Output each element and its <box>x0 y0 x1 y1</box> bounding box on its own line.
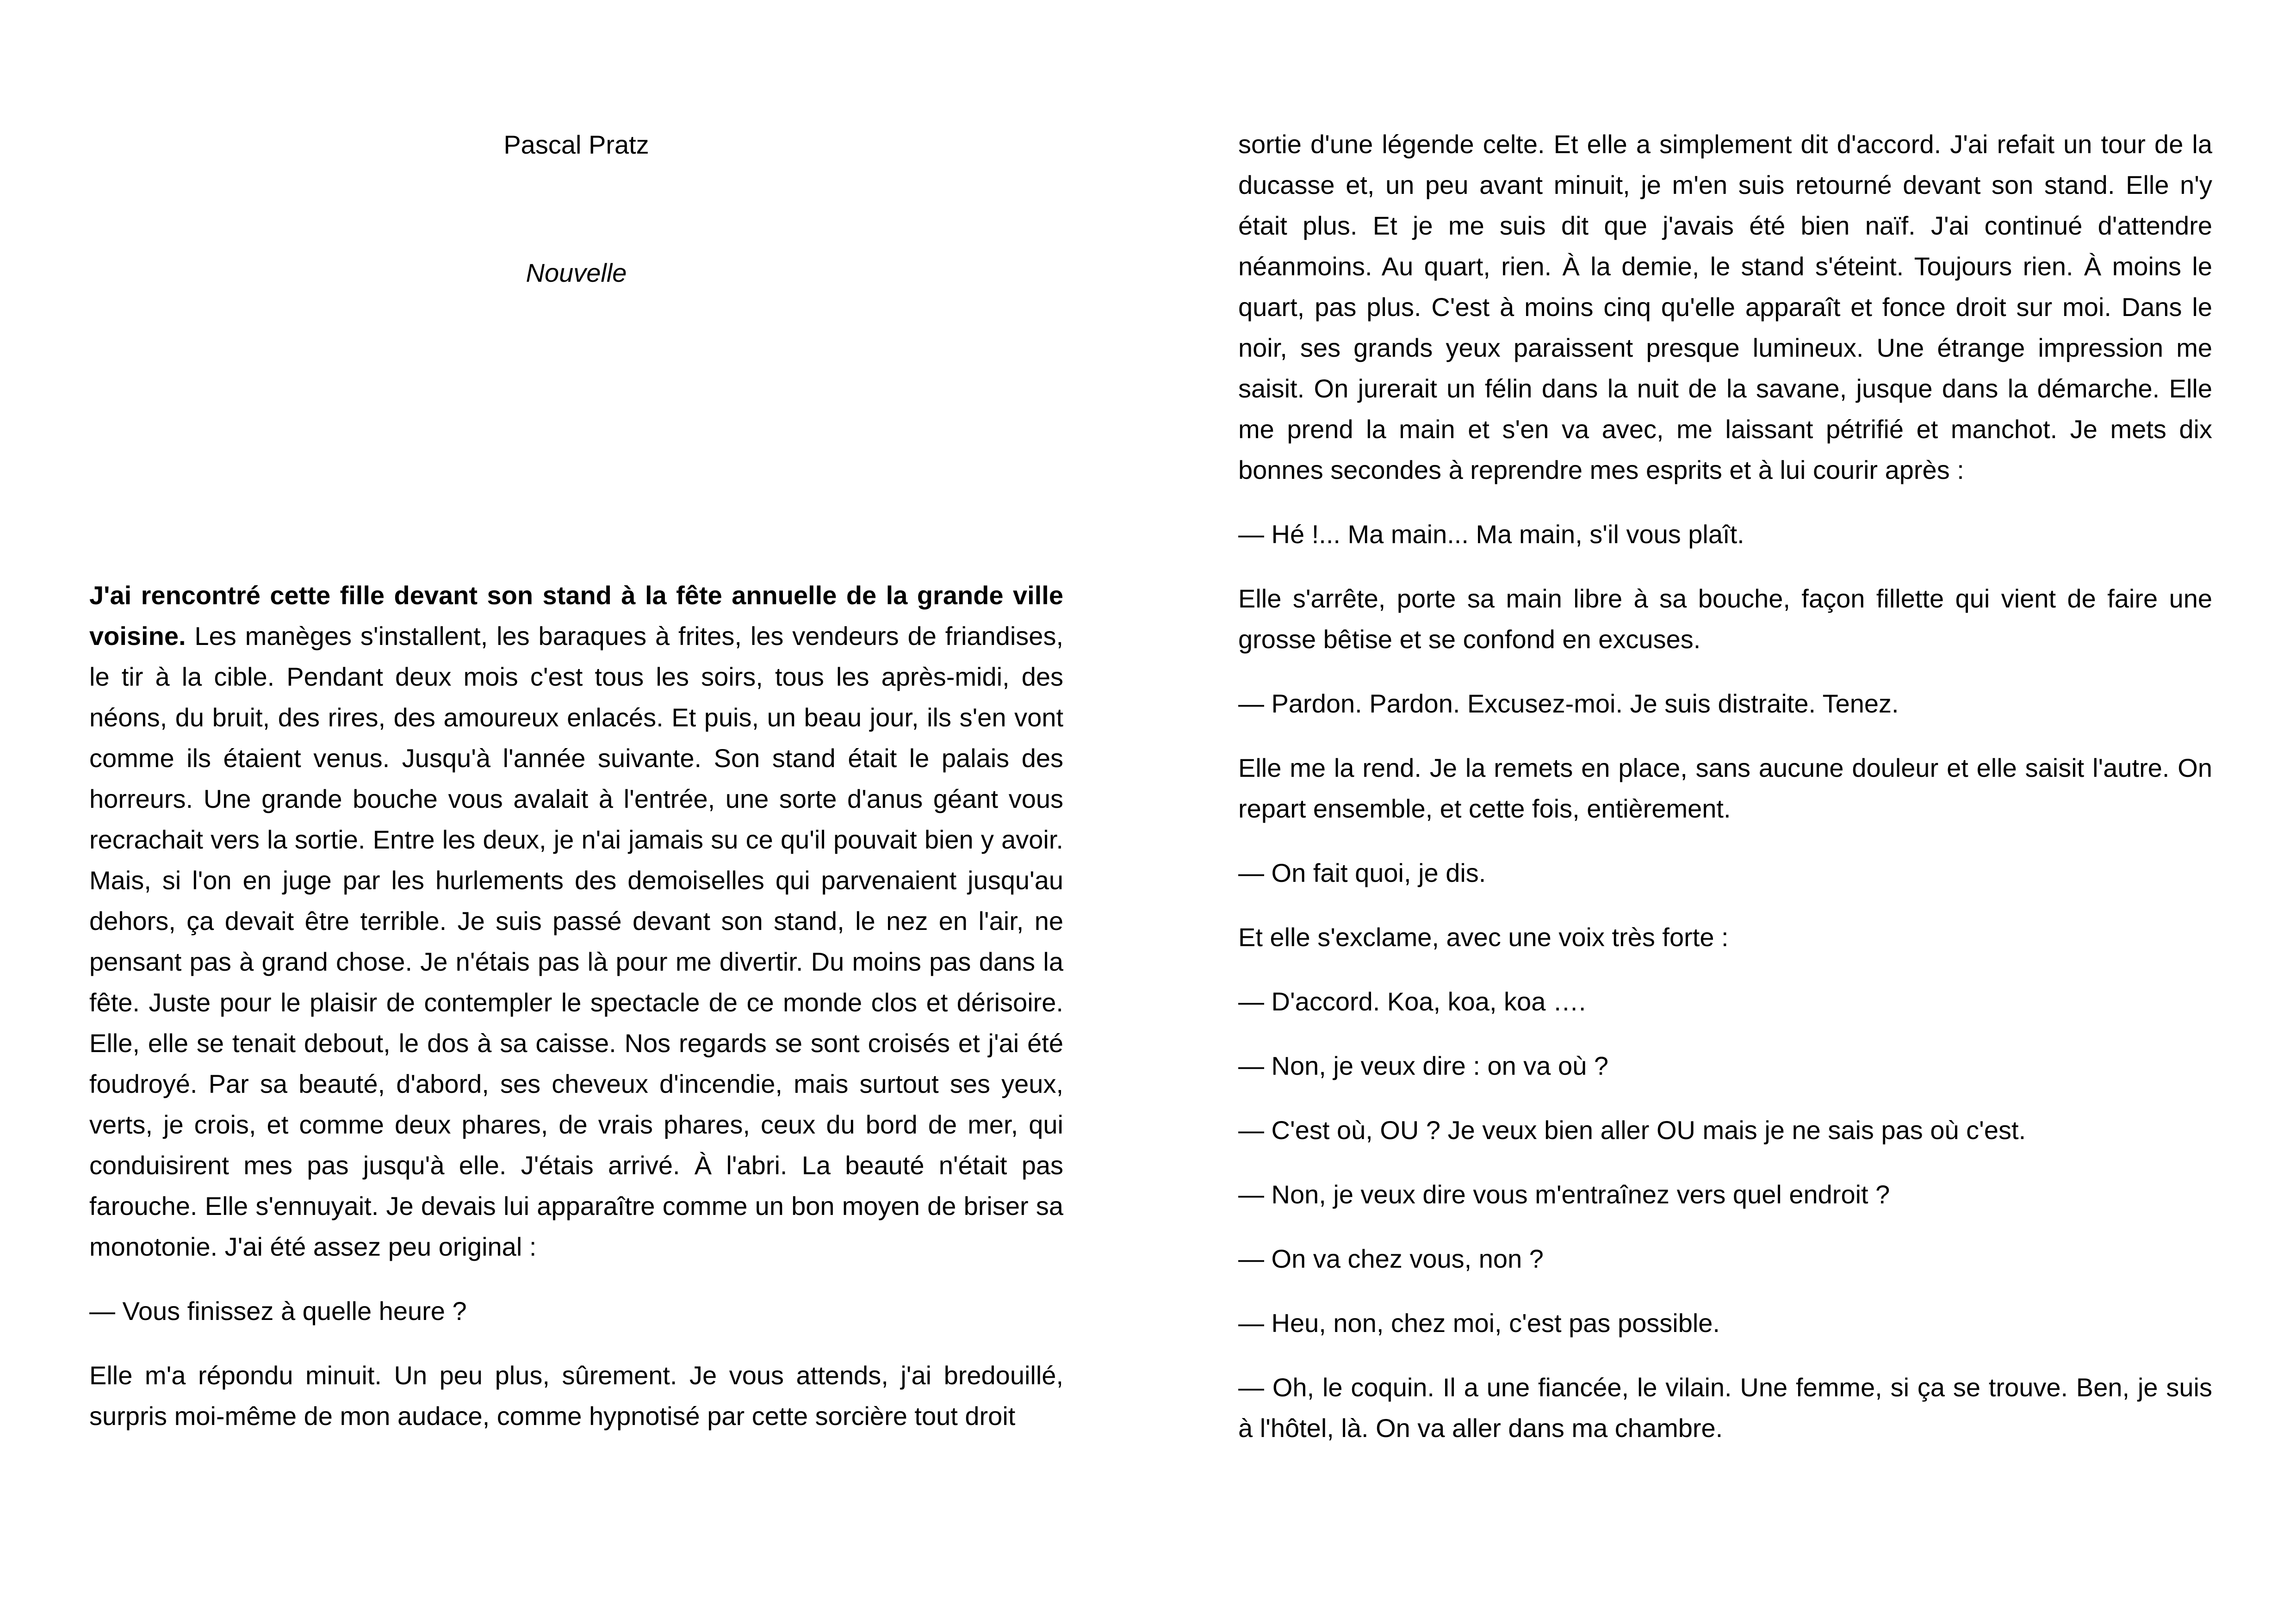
dialogue-line: — Oh, le coquin. Il a une fiancée, le vilain. Une femme, si ça se trouve. Ben, je suis à l'hôtel, là. On va aller dans ma chambre. <box>1238 1373 2212 1443</box>
paragraph: Et elle s'exclame, avec une voix très forte : <box>1238 923 1729 952</box>
opening-paragraph <box>89 575 1063 1267</box>
dialogue-line: — Pardon. Pardon. Excusez-moi. Je suis distraite. Tenez. <box>1238 689 1899 718</box>
paragraph: Elle me la rend. Je la remets en place, sans aucune douleur et elle saisit l'autre. On repart ensemble, et cette fois, entièrement. <box>1238 753 2212 823</box>
dialogue-line: — On va chez vous, non ? <box>1238 1244 1544 1273</box>
opening-bold-sentence: J'ai rencontré cette fille devant son stand à la fête annuelle de la grande ville voisine. <box>89 581 1063 650</box>
dialogue-line: — Non, je veux dire : on va où ? <box>1238 1051 1608 1080</box>
opening-paragraph-body: Les manèges s'installent, les baraques à frites, les vendeurs de friandises, le tir à la cible. Pendant deux mois c'est tous les soirs, tous les après-midi, des néons, du bruit, des rires, des amoureux enlacés. Et puis, un beau jour, ils s'en vont comme ils étaient venus. Jusqu'à l'année suivante. Son stand était le palais des horreurs. Une grande bouche vous avalait à l'entrée, une sorte d'anus géant vous recrachait vers la sortie. Entre les deux, je n'ai jamais su ce qu'il pouvait bien y avoir. Mais, si l'on en juge par les hurlements des demoiselles qui parvenaient jusqu'au dehors, ça devait être terrible. Je suis passé devant son stand, le nez en l'air, ne pensant pas à grand chose. Je n'étais pas là pour me divertir. Du moins pas dans la fête. Juste pour le plaisir de contempler le spectacle de ce monde clos et dérisoire. Elle, elle se tenait debout, le dos à sa caisse. Nos regards se sont croisés et j'ai été foudroyé. Par sa beauté, d'abord, ses cheveux d'incendie, mais surtout ses yeux, verts, je crois, et comme deux phares, de vrais phares, ceux du bord de mer, qui conduisirent mes pas jusqu'à elle. J'étais arrivé. À l'abri. La beauté n'était pas farouche. Elle s'ennuyait. Je devais lui apparaître comme un bon moyen de briser sa monotonie. J'ai été assez peu original : <box>89 621 1063 1261</box>
paragraph: sortie d'une légende celte. Et elle a simplement dit d'accord. J'ai refait un tour de la ducasse et, un peu avant minuit, je m'en suis retourné devant son stand. Elle n'y était plus. Et je me suis dit que j'avais été bien naïf. J'ai continué d'attendre néanmoins. Au quart, rien. À la demie, le stand s'éteint. Toujours rien. À moins le quart, pas plus. C'est à moins cinq qu'elle apparaît et fonce droit sur moi. Dans le noir, ses grands yeux paraissent presque lumineux. Une étrange impression me saisit. On jurerait un félin dans la nuit de la savane, jusque dans la démarche. Elle me prend la main et s'en va avec, me laissant pétrifié et manchot. Je mets dix bonnes secondes à reprendre mes esprits et à lui courir après : <box>1238 130 2212 484</box>
dialogue-line: — Heu, non, chez moi, c'est pas possible. <box>1238 1308 1720 1338</box>
dialogue-line: — C'est où, OU ? Je veux bien aller OU mais je ne sais pas où c'est. <box>1238 1115 2026 1145</box>
left-text-flow <box>89 575 1063 1460</box>
paragraph: Elle s'arrête, porte sa main libre à sa bouche, façon fillette qui vient de faire une grosse bêtise et se confond en excuses. <box>1238 584 2212 654</box>
right-text-flow <box>1238 124 2212 1472</box>
dialogue-line: — Non, je veux dire vous m'entraînez vers quel endroit ? <box>1238 1180 1890 1209</box>
dialogue-line: — D'accord. Koa, koa, koa …. <box>1238 987 1586 1016</box>
dialogue-line: — Hé !... Ma main... Ma main, s'il vous plaît. <box>1238 520 1744 549</box>
dialogue-line: — Vous finissez à quelle heure ? <box>89 1296 467 1326</box>
dialogue-line: — On fait quoi, je dis. <box>1238 858 1486 887</box>
genre-subtitle: Nouvelle <box>526 258 627 287</box>
author-name: Pascal Pratz <box>503 130 649 159</box>
paragraph: Elle m'a répondu minuit. Un peu plus, sûrement. Je vous attends, j'ai bredouillé, surpris moi-même de mon audace, comme hypnotisé par cette sorcière tout droit <box>89 1361 1063 1431</box>
